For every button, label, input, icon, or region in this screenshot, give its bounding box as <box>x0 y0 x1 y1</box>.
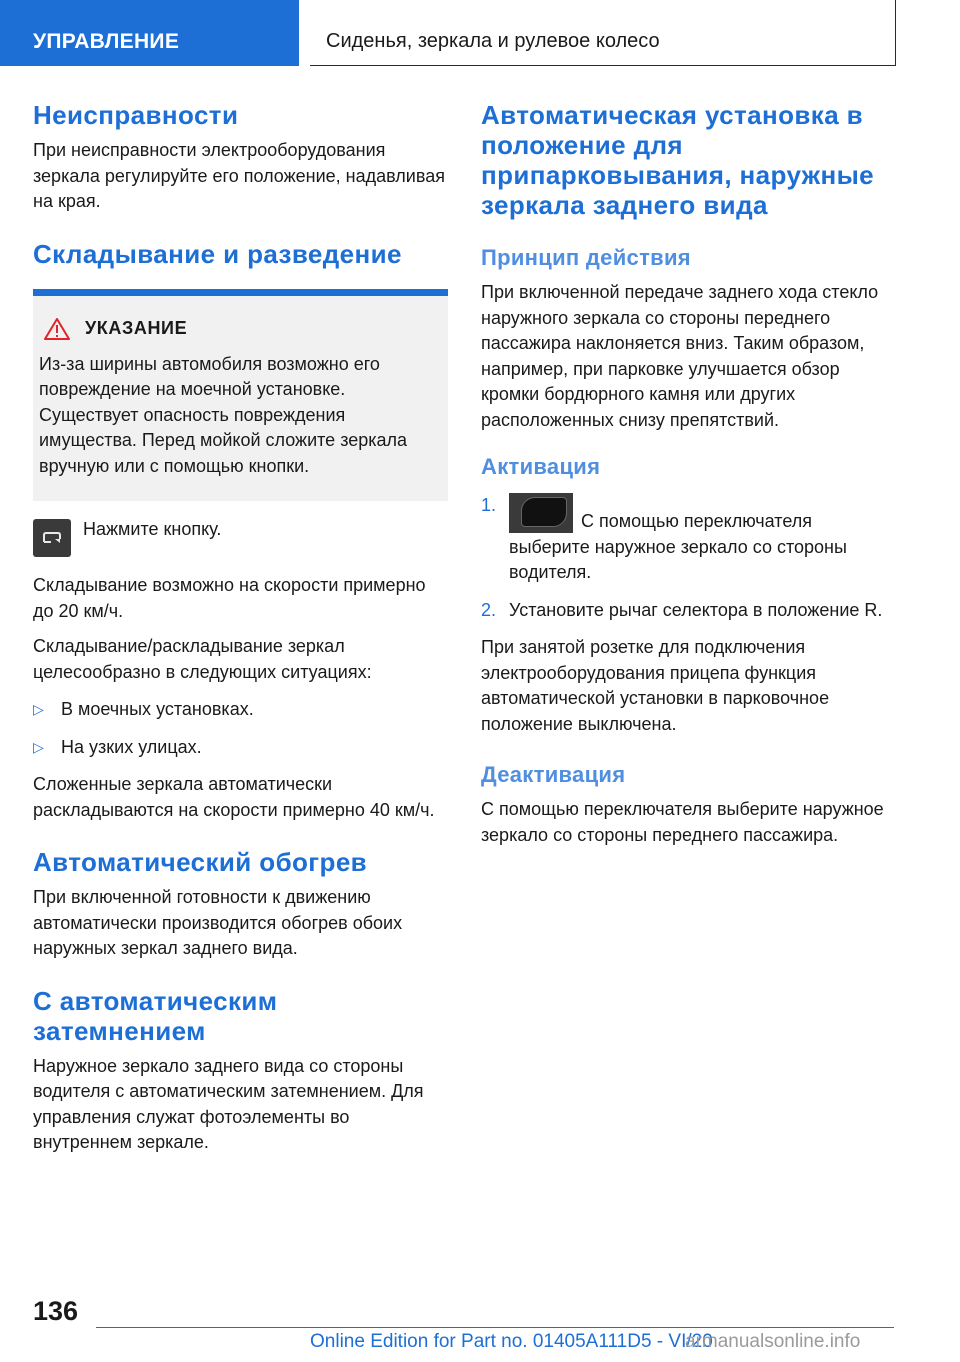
footer-divider <box>96 1327 894 1328</box>
dimming-text: Наружное зеркало заднего вида со стороны водителя с автоматическим затемнением. Для управления служат фотоэлементы во внутреннем зеркале. <box>33 1055 424 1152</box>
list-item: 1. С помощью переключателя выберите наружное зеркало со стороны водителя. <box>481 495 847 582</box>
deactivation-text: С помощью переключателя выберите наружное зеркало со стороны переднего пассажира. <box>481 799 884 845</box>
right-column <box>481 100 895 848</box>
dimming-heading: С автоматическим затемнением <box>33 985 278 1046</box>
press-button-row <box>33 519 448 557</box>
deactivation-heading: Деактивация <box>481 762 626 787</box>
mirror-fold-button-icon <box>33 519 71 557</box>
parking-position-heading: Автоматическая установка в положение для припарковывания, наружные зеркала заднего вида <box>481 100 875 220</box>
list-item: ▷ На узких улицах. <box>33 735 448 761</box>
activation-heading: Активация <box>481 454 601 479</box>
header-chapter-title: Сиденья, зеркала и рулевое колесо <box>310 0 896 66</box>
heating-text: При включенной готовности к движению автоматически производится обогрев обоих наружных зеркал заднего вида. <box>33 887 403 958</box>
heating-heading: Автоматический обогрев <box>33 847 368 877</box>
notice-box <box>33 289 448 502</box>
notice-text: Из-за ширины автомобиля возможно его повреждение на моечной установке. Существует опасность повреждения имущества. Перед мойкой сложите зеркала вручную или с помощью кнопки. <box>39 353 408 476</box>
principle-text: При включенной передаче заднего хода стекло наружного зеркала со стороны переднего пассажира наклоняется вниз. Таким образом, например, при парковке улучшается обзор кромки бордюрного камня или других расположенных снизу препятствий. <box>481 282 879 430</box>
trailer-text: При занятой розетке для подключения электрооборудования прицепа функция автоматической установки в парковочное положение выключена. <box>481 637 830 734</box>
triangle-right-icon: ▷ <box>33 701 44 717</box>
list-item: ▷ В моечных установках. <box>33 697 448 723</box>
list-item: 2. Установите рычаг селектора в положение R. <box>481 599 883 620</box>
footer-edition: Online Edition for Part no. 01405A111D5 - VI/20 <box>310 1331 713 1352</box>
press-button-text: Нажмите кнопку. <box>83 519 222 539</box>
page-number: 136 <box>33 1296 79 1326</box>
notice-header <box>39 314 438 344</box>
notice-title: УКАЗАНИЕ <box>85 318 188 338</box>
useful-text: Складывание/раскладывание зеркал целесообразно в следующих ситуациях: <box>33 636 372 682</box>
triangle-right-icon: ▷ <box>33 738 44 755</box>
malfunction-heading: Неисправности <box>33 100 239 130</box>
unfold-text: Сложенные зеркала автоматически раскладываются на скорости примерно 40 км/ч. <box>33 774 435 820</box>
mirror-selector-switch-icon <box>509 493 573 533</box>
malfunction-text: При неисправности электрооборудования зеркала регулируйте его положение, надавливая на края. <box>33 140 445 211</box>
footer-watermark: armanualsonline.info <box>685 1331 861 1352</box>
header-section-tab: УПРАВЛЕНИЕ <box>0 0 299 66</box>
left-column <box>33 100 448 1156</box>
principle-heading: Принцип действия <box>481 245 691 270</box>
speed-text: Складывание возможно на скорости примерно до 20 км/ч. <box>33 575 426 621</box>
warning-triangle-icon <box>43 317 71 341</box>
folding-heading: Складывание и разведение <box>33 238 402 269</box>
